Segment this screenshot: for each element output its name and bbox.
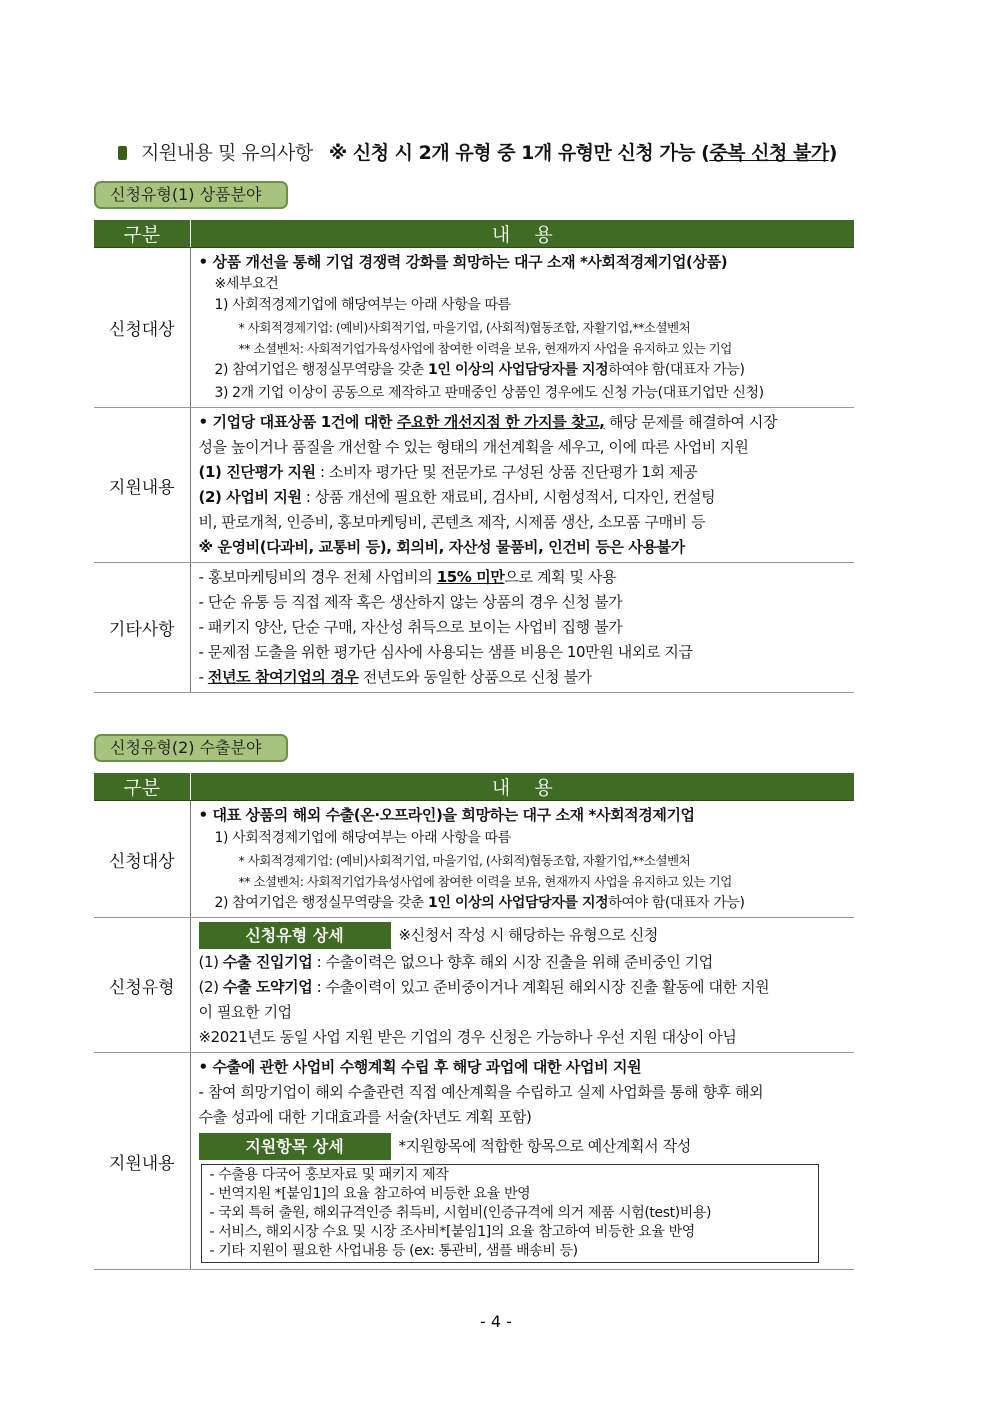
row-label: 지원내용: [94, 408, 190, 563]
row-label: 신청유형: [94, 918, 190, 1053]
support-detail-badge: 지원항목 상세: [199, 1133, 391, 1160]
row-content: • 대표 상품의 해외 수출(온·오프라인)을 희망하는 대구 소재 *사회적경제기업 1) 사회적경제기업에 해당여부는 아래 사항을 따름 * 사회적경제기업: (예비)사회적기업, 마을기업, (사회적)협동조합, 자활기업,**소셜벤처 ** 소셜벤처: 사회적기업가육성사업에 참여한 이력을 보유, 현재까지 사업을 유지하고 있는 기업 2) 참여기업은 행정실무역량을 갖춘 1인 이상의 사업담당자를 지정하여야 함(대표자 가능): [190, 801, 854, 918]
header-category: 구분: [94, 220, 190, 248]
table-header-row: [94, 220, 854, 248]
row-content: • 기업당 대표상품 1건에 대한 주요한 개선지점 한 가지를 찾고, 해당 문제를 해결하여 시장 성을 높이거나 품질을 개선할 수 있는 형태의 개선계획을 세우고, 이에 따른 사업비 지원 (1) 진단평가 지원 : 소비자 평가단 및 전문가로 구성된 상품 진단평가 1회 제공 (2) 사업비 지원 : 상품 개선에 필요한 재료비, 검사비, 시험성적서, 디자인, 컨설팅 비, 판로개척, 인증비, 홍보마케팅비, 콘텐츠 제작, 시제품 생산, 소모품 구매비 등 ※ 운영비(다과비, 교통비 등), 회의비, 자산성 물품비, 인건비 등은 사용불가: [190, 408, 854, 563]
row-content: 신청유형 상세 ※신청서 작성 시 해당하는 유형으로 신청 (1) 수출 진입기업 : 수출이력은 없으나 향후 해외 시장 진출을 위해 준비중인 기업 (2) 수출 도약기업 : 수출이력이 있고 준비중이거나 계획된 해외시장 진출 활동에 대한 지원 이 필요한 기업 ※2021년도 동일 사업 지원 받은 기업의 경우 신청은 가능하나 우선 지원 대상이 아님: [190, 918, 854, 1053]
table-row: [94, 408, 854, 563]
type-detail-note: ※신청서 작성 시 해당하는 유형으로 신청: [398, 926, 658, 944]
row-label: 신청대상: [94, 801, 190, 918]
table-row: [94, 801, 854, 918]
table-header-row: [94, 773, 854, 801]
table-row: [94, 1053, 854, 1270]
heading-notice: ※ 신청 시 2개 유형 중 1개 유형만 신청 가능 (중복 신청 불가): [328, 142, 837, 164]
support-items-box: [201, 1164, 819, 1263]
row-label: 신청대상: [94, 248, 190, 408]
section1-table: [94, 220, 854, 693]
list-item: - 번역지원 *[붙임1]의 요율 참고하여 비등한 요율 반영: [209, 1186, 531, 1202]
header-category: 구분: [94, 773, 190, 801]
header-content: 내 용: [190, 773, 854, 801]
section2-tag: 신청유형(2) 수출분야: [94, 734, 288, 762]
table-row: [94, 248, 854, 408]
table-row: [94, 563, 854, 693]
section-heading: [118, 138, 837, 165]
row-content: - 홍보마케팅비의 경우 전체 사업비의 15% 미만으로 계획 및 사용 - 단순 유통 등 직접 제작 혹은 생산하지 않는 상품의 경우 신청 불가 - 패키지 양산, 단순 구매, 자산성 취득으로 보이는 사업비 집행 불가 - 문제점 도출을 위한 평가단 심사에 사용되는 샘플 비용은 10만원 내외로 지급 - 전년도 참여기업의 경우 전년도와 동일한 상품으로 신청 불가: [190, 563, 854, 693]
table-row: [94, 918, 854, 1053]
row-content: • 수출에 관한 사업비 수행계획 수립 후 해당 과업에 대한 사업비 지원 - 참여 희망기업이 해외 수출관련 직접 예산계획을 수립하고 실제 사업화를 통해 향후 해외 수출 성과에 대한 기대효과를 서술(차년도 계획 포함) 지원항목 상세 *지원항목에 적합한 항목으로 예산계획서 작성 - 수출용 다국어 홍보자료 및 패키지 제작 - 번역지원 *[붙임1]의 요율 참고하여 비등한 요율 반영 - 국외 특허 출원, 해외규격인증 취득비, 시험비(인증규격에 의거 제품 시험(test)비용) - 서비스, 해외시장 수요 및 시장 조사비*[붙임1]의 요율 참고하여 비등한 요율 반영 - 기타 지원이 필요한 사업내용 등 (ex: 통관비, 샘플 배송비 등): [190, 1053, 854, 1270]
section2-table: [94, 773, 854, 1270]
support-detail-note: *지원항목에 적합한 항목으로 예산계획서 작성: [398, 1137, 691, 1155]
row-label: 기타사항: [94, 563, 190, 693]
square-bullet-icon: [118, 146, 127, 160]
list-item: - 기타 지원이 필요한 사업내용 등 (ex: 통관비, 샘플 배송비 등): [209, 1243, 578, 1259]
list-item: - 국외 특허 출원, 해외규격인증 취득비, 시험비(인증규격에 의거 제품 시험(test)비용): [209, 1205, 712, 1221]
list-item: - 서비스, 해외시장 수요 및 시장 조사비*[붙임1]의 요율 참고하여 비등한 요율 반영: [209, 1224, 695, 1240]
section1-tag: 신청유형(1) 상품분야: [94, 181, 288, 209]
list-item: - 수출용 다국어 홍보자료 및 패키지 제작: [209, 1167, 449, 1183]
type-detail-badge: 신청유형 상세: [199, 922, 391, 949]
row-content: • 상품 개선을 통해 기업 경쟁력 강화를 희망하는 대구 소재 *사회적경제기업(상품) ※세부요건 1) 사회적경제기업에 해당여부는 아래 사항을 따름 * 사회적경제기업: (예비)사회적기업, 마을기업, (사회적)협동조합, 자활기업,**소셜벤처 ** 소셜벤처: 사회적기업가육성사업에 참여한 이력을 보유, 현재까지 사업을 유지하고 있는 기업 2) 참여기업은 행정실무역량을 갖춘 1인 이상의 사업담당자를 지정하여야 함(대표자 가능) 3) 2개 기업 이상이 공동으로 제작하고 판매중인 상품인 경우에도 신청 가능(대표기업만 신청): [190, 248, 854, 408]
row-label: 지원내용: [94, 1053, 190, 1270]
page-number: - 4 -: [480, 1312, 512, 1331]
header-content: 내 용: [190, 220, 854, 248]
heading-title: 지원내용 및 유의사항: [141, 142, 313, 164]
